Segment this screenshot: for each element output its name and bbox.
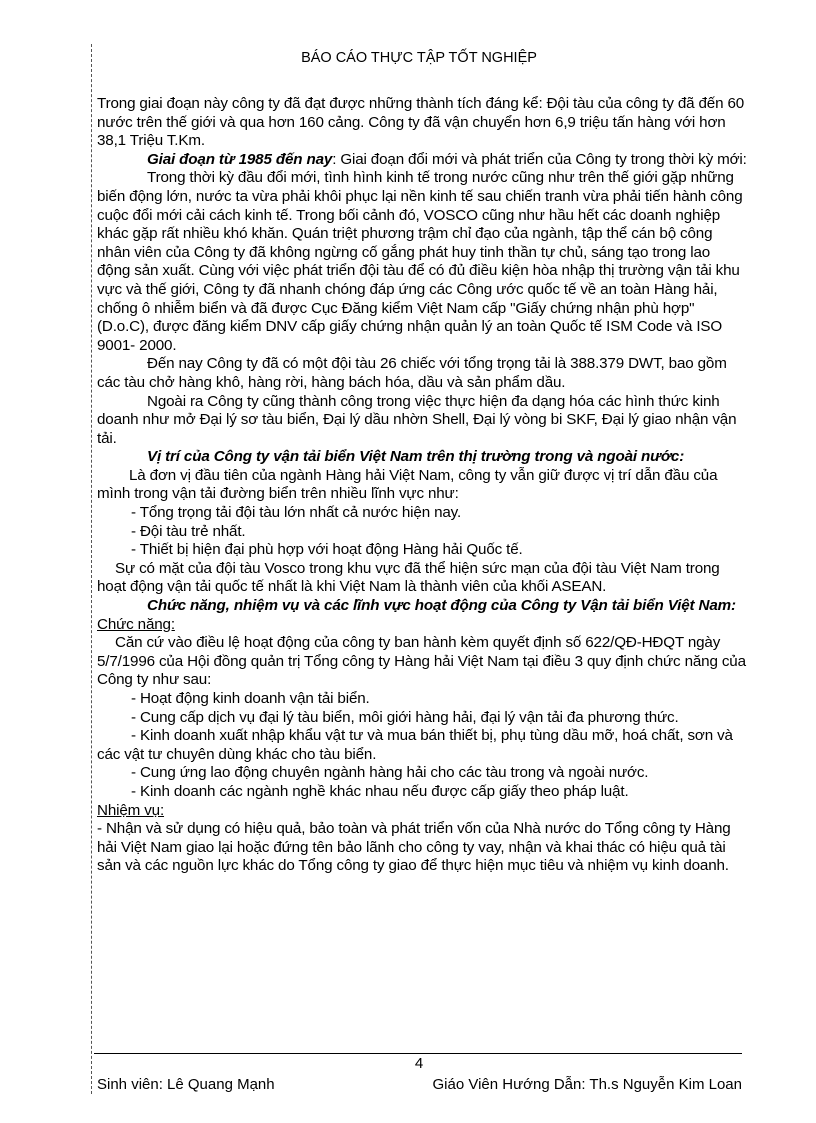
subheading-function: Chức năng: [97, 615, 175, 633]
list-item: - Thiết bị hiện đại phù hợp với hoạt động Hàng hải Quốc tế. [131, 541, 523, 559]
list-item: - Đội tàu trẻ nhất. [131, 522, 246, 540]
paragraph: Trong thời kỳ đầu đổi mới, tình hình kinh tế trong nước cũng như trên thế giới gặp những biến động lớn, nước ta vừa phải khôi phục lại nền kinh tế sau chiến tranh vừa phải tiến hành công cuộc đổi mới cải cách kinh tế. Trong bối cảnh đó, VOSCO cũng như hầu hết các doanh nghiệp khác gặp rất nhiều khó khăn. Quán triệt phương trậm chỉ đạo của ngành, tập thể cán bộ công nhân viên của Công ty đã không ngừng cố gắng phát huy tinh thần tự chủ, sáng tạo trong lao động sản xuất. Cùng với việc phát triển đội tàu để có đủ điều kiện hòa nhập thị trường vận tải khu vực và thế giới, Công ty đã nhanh chóng đáp ứng các Công ước quốc tế về an toàn Hàng hải, chống ô nhiễm biển và đã được Cục Đăng kiểm Việt Nam cấp "Giấy chứng nhận phù hợp" (D.o.C), được đăng kiểm DNV cấp giấy chứng nhận quản lý an toàn Quốc tế ISM Code và ISO 9001- 2000. [97, 169, 743, 354]
list-item: - Cung cấp dịch vụ đại lý tàu biển, môi giới hàng hải, đại lý vận tải đa phương thức. [131, 708, 679, 726]
list-item: - Cung ứng lao động chuyên ngành hàng hải cho các tàu trong và ngoài nước. [131, 764, 649, 782]
paragraph: Ngoài ra Công ty cũng thành công trong việc thực hiện đa dạng hóa các hình thức kinh doanh như mở Đại lý sơ tàu biển, Đại lý dầu nhờn Shell, Đại lý vòng bi SKF, Đại lý giao nhận vận tải. [97, 392, 737, 447]
paragraph: Là đơn vị đầu tiên của ngành Hàng hải Việt Nam, công ty vẫn giữ được vị trí dẫn đầu của mình trong vận tải đường biển trên nhiều lĩnh vực như: [97, 466, 718, 503]
paragraph-period-heading [97, 151, 747, 170]
list-item: - Kinh doanh xuất nhập khẩu vật tư và mua bán thiết bị, phụ tùng dầu mỡ, hoá chất, sơn và các vật tư chuyên dùng khác cho tàu biển. [97, 727, 733, 763]
section-heading-position: Vị trí của Công ty vận tải biển Việt Nam trên thị trường trong và ngoài nước: [147, 448, 685, 466]
document-body [97, 95, 747, 876]
footer-divider [94, 1053, 742, 1054]
page-number: 4 [414, 1055, 424, 1072]
footer-advisor: Giáo Viên Hướng Dẫn: Th.s Nguyễn Kim Loan [432, 1076, 742, 1093]
list-item: - Tổng trọng tải đội tàu lớn nhất cả nước hiện nay. [131, 504, 462, 522]
period-heading: Giai đoạn từ 1985 đến nay [147, 150, 333, 168]
section-heading-functions: Chức năng, nhiệm vụ và các lĩnh vực hoạt động của Công ty Vận tải biển Việt Nam: [147, 597, 736, 615]
list-item: - Kinh doanh các ngành nghề khác nhau nếu được cấp giấy theo pháp luật. [131, 782, 629, 800]
left-margin-border [91, 44, 92, 1094]
subheading-tasks: Nhiệm vụ: [97, 801, 165, 819]
paragraph: Trong giai đoạn này công ty đã đạt được những thành tích đáng kể: Đội tàu của công ty đã đến 60 nước trên thế giới và qua hơn 160 cảng. Công ty đã vận chuyển hơn 6,9 triệu tấn hàng với hơn 38,1 Triệu T.Km. [97, 95, 745, 150]
paragraph: Sự có mặt của đội tàu Vosco trong khu vực đã thể hiện sức mạn của đội tàu Việt Nam trong hoạt động vận tải quốc tế nhất là khi Việt Nam là thành viên của khối ASEAN. [97, 559, 720, 596]
footer-student: Sinh viên: Lê Quang Mạnh [97, 1076, 275, 1093]
paragraph: - Nhận và sử dụng có hiệu quả, bảo toàn và phát triển vốn của Nhà nước do Tổng công ty Hàng hải Việt Nam giao lại hoặc đứng tên bảo lãnh cho công ty vay, nhận và khai thác có hiệu quả tài sản và các nguồn lực khác do Tổng công ty giao để thực hiện mục tiêu và nhiệm vụ kinh doanh. [97, 820, 731, 875]
paragraph: Đến nay Công ty đã có một đội tàu 26 chiếc với tổng trọng tải là 388.379 DWT, bao gồm các tàu chở hàng khô, hàng rời, hàng bách hóa, dầu và sản phẩm dầu. [97, 355, 727, 391]
list-item: - Hoạt động kinh doanh vận tải biển. [131, 690, 370, 707]
period-heading-text: : Giai đoạn đổi mới và phát triển của Công ty trong thời kỳ mới: [332, 150, 747, 168]
paragraph: Căn cứ vào điều lệ hoạt động của công ty ban hành kèm quyết định số 622/QĐ-HĐQT ngày 5/7/1996 của Hội đồng quản trị Tổng công ty Hàng hải Việt Nam tại điều 3 quy định chức năng của Công ty như sau: [97, 634, 746, 689]
page-header: BÁO CÁO THỰC TẬP TỐT NGHIỆP [301, 50, 537, 66]
